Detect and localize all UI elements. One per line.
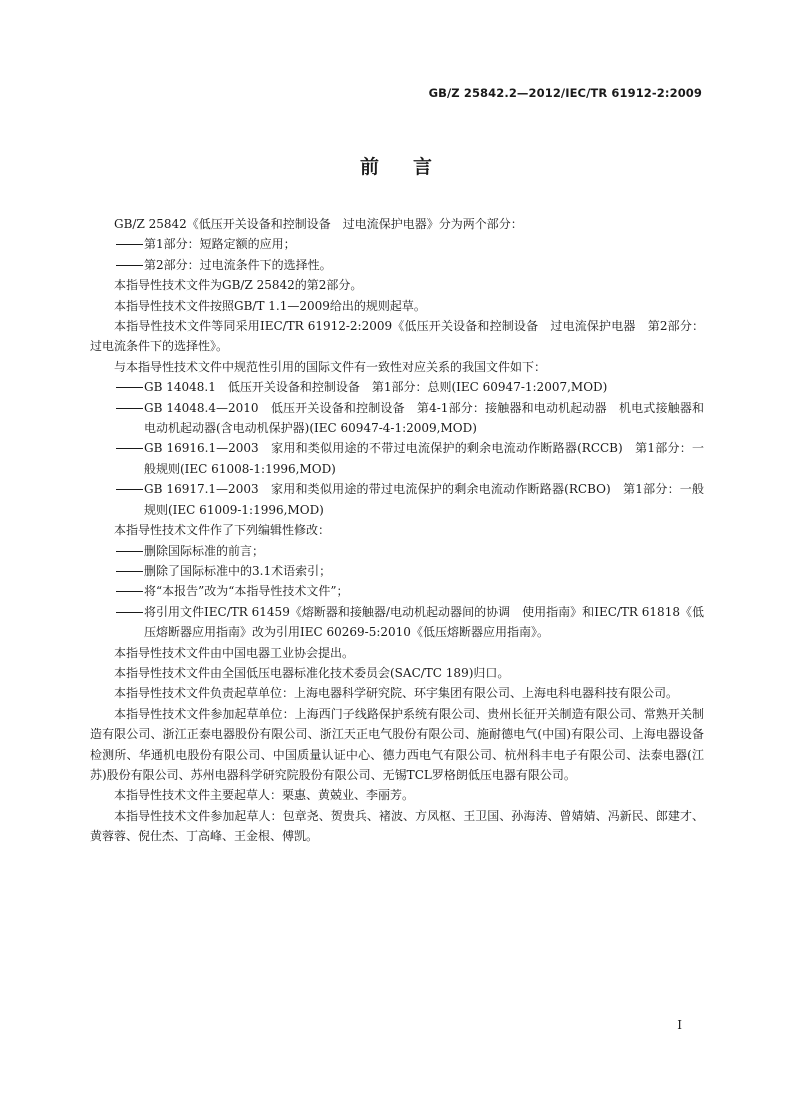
list-item-text: 删除了国际标准中的3.1术语索引；: [144, 563, 332, 578]
list-item-text: 将引用文件IEC/TR 61459《熔断器和接触器/电动机起动器间的协调 使用指南》和IEC/TR 61818《低压熔断器应用指南》改为引用IEC 60269-5:2010《低压熔断器应用指南》。: [144, 604, 704, 640]
list-item-text: GB 14048.4—2010 低压开关设备和控制设备 第4-1部分：接触器和电动机起动器 机电式接触器和电动机起动器(含电动机保护器)(IEC 60947-4-1:2009,MOD): [144, 400, 704, 436]
list-item-edit: [90, 561, 704, 581]
paragraph-references-intro: 与本指导性技术文件中规范性引用的国际文件有一致性对应关系的我国文件如下：: [114, 359, 547, 374]
list-item-text: 第1部分：短路定额的应用；: [144, 237, 296, 252]
list-item-text: 第2部分：过电流条件下的选择性。: [144, 257, 332, 272]
list-item-part: [90, 255, 704, 275]
paragraph-edits-intro: 本指导性技术文件作了下列编辑性修改：: [114, 523, 331, 538]
list-item-text: 将“本报告”改为“本指导性技术文件”；: [144, 584, 349, 599]
list-item-text: GB 16916.1—2003 家用和类似用途的不带过电流保护的剩余电流动作断路器(RCCB) 第1部分：一般规则(IEC 61008-1:1996,MOD): [144, 441, 704, 476]
paragraph-main-authors: 本指导性技术文件主要起草人：栗惠、黄兢业、李丽芳。: [114, 788, 415, 803]
paragraph-proposer: 本指导性技术文件由中国电器工业协会提出。: [114, 645, 355, 660]
foreword-body: [90, 214, 704, 847]
paragraph-lead-drafters: 本指导性技术文件负责起草单位：上海电器科学研究院、环宇集团有限公司、上海电科电器科技有限公司。: [114, 686, 679, 701]
list-item-edit: [90, 602, 704, 643]
list-item-reference: [90, 438, 704, 479]
list-item-text: GB 14048.1 低压开关设备和控制设备 第1部分：总则(IEC 60947-1:2007,MOD): [144, 380, 608, 395]
standard-code-header: GB/Z 25842.2—2012/IEC/TR 61912-2:2009: [428, 86, 702, 100]
paragraph-parts-intro: GB/Z 25842《低压开关设备和控制设备 过电流保护电器》分为两个部分：: [114, 217, 523, 231]
list-item-text: GB 16917.1—2003 家用和类似用途的带过电流保护的剩余电流动作断路器(RCBO) 第1部分：一般规则(IEC 61009-1:1996,MOD): [144, 482, 704, 517]
paragraph-participating-units: 本指导性技术文件参加起草单位：上海西门子线路保护系统有限公司、贵州长征开关制造有限公司、常熟开关制造有限公司、浙江正泰电器股份有限公司、浙江天正电气股份有限公司、施耐德电气(中国)有限公司、上海电器设备检测所、华通机电股份有限公司、中国质量认证中心、德力西电气有限公司、杭州科丰电子有限公司、法泰电器(江苏)股份有限公司、苏州电器科学研究院股份有限公司、无锡TCL罗格朗低压电器有限公司。: [90, 706, 704, 782]
list-item-part: [90, 234, 704, 254]
list-item-edit: [90, 541, 704, 561]
list-item-text: 删除国际标准的前言；: [144, 543, 265, 558]
paragraph-committee: 本指导性技术文件由全国低压电器标准化技术委员会(SAC/TC 189)归口。: [114, 665, 510, 680]
paragraph-adoption: 本指导性技术文件等同采用IEC/TR 61912-2:2009《低压开关设备和控制设备 过电流保护电器 第2部分：过电流条件下的选择性》。: [90, 319, 704, 354]
paragraph-part-statement: 本指导性技术文件为GB/Z 25842的第2部分。: [114, 278, 363, 293]
paragraph-participating-authors: 本指导性技术文件参加起草人：包章尧、贺贵兵、褚波、方凤枢、王卫国、孙海涛、曾婧婧、冯新民、郎建才、黄蓉蓉、倪仕杰、丁高峰、王金根、傅凯。: [90, 808, 704, 844]
page-number: I: [677, 1018, 682, 1032]
paragraph-drafting-rules: 本指导性技术文件按照GB/T 1.1—2009给出的规则起草。: [114, 298, 426, 313]
page-title: 前言: [359, 156, 466, 178]
list-item-edit: [90, 581, 704, 601]
list-item-reference: [90, 398, 704, 439]
list-item-reference: [90, 377, 704, 397]
list-item-reference: [90, 479, 704, 520]
